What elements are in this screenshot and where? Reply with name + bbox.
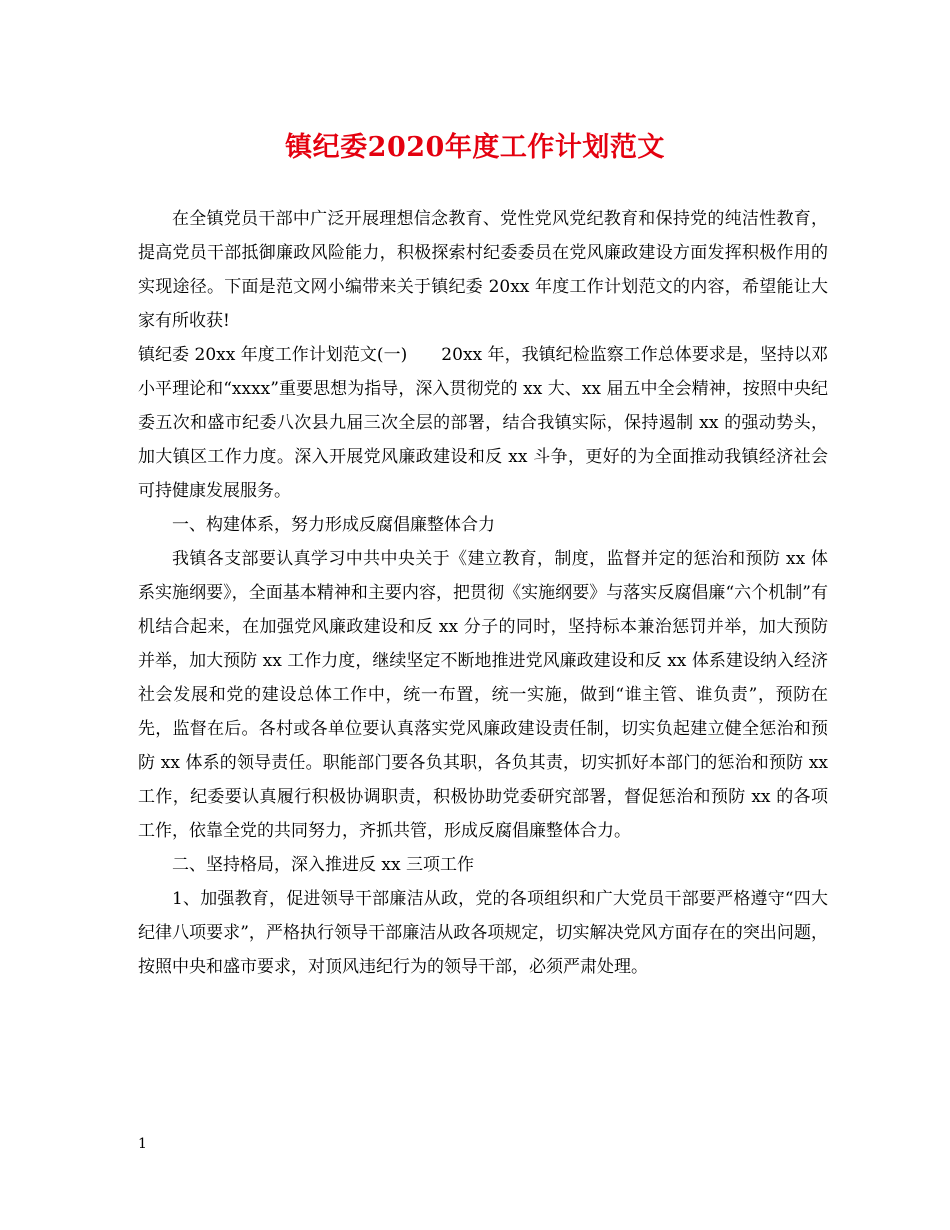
intro-paragraph: 在全镇党员干部中广泛开展理想信念教育、党性党风党纪教育和保持党的纯洁性教育，提高党员干部抵御廉政风险能力，积极探索村纪委委员在党风廉政建设方面发挥积极作用的实现途径。下面是范文网小编带来关于镇纪委 20xx 年度工作计划范文的内容，希望能让大家有所收获! [138, 209, 828, 331]
education-paragraph: 1、加强教育，促进领导干部廉洁从政，党的各项组织和广大党员干部要严格遵守“四大纪律八项要求”，严格执行领导干部廉洁从政各项规定，切实解决党风方面存在的突出问题，按照中央和盛市要求，对顶风违纪行为的领导干部，必须严肃处理。 [138, 889, 828, 977]
section-one-paragraph: 镇纪委 20xx 年度工作计划范文(一) 20xx 年，我镇纪检监察工作总体要求是，坚持以邓小平理论和“xxxx”重要思想为指导，深入贯彻党的 xx 大、xx 届五中全会精神，按照中央纪委五次和盛市纪委八次县九届三次全层的部署，结合我镇实际，保持遏制 xx 的强动势头，加大镇区工作力度。深入开展党风廉政建设和反 xx 斗争，更好的为全面推动我镇经济社会可持健康发展服务。 [138, 345, 828, 501]
build-system-paragraph: 我镇各支部要认真学习中共中央关于《建立教育，制度，监督并定的惩治和预防 xx 体系实施纲要》，全面基本精神和主要内容，把贯彻《实施纲要》与落实反腐倡廉“六个机制”有机结合起来，在加强党风廉政建设和反 xx 分子的同时，坚持标本兼治惩罚并举，加大预防并举，加大预防 xx 工作力度，继续坚定不断地推进党风廉政建设和反 xx 体系建设纳入经济社会发展和党的建设总体工作中，统一布置，统一实施，做到“谁主管、谁负责”，预防在先，监督在后。各村或各单位要认真落实党风廉政建设责任制，切实负起建立健全惩治和预防 xx 体系的领导责任。职能部门要各负其职，各负其责，切实抓好本部门的惩治和预防 xx 工作，纪委要认真履行积极协调职责，积极协助党委研究部署，督促惩治和预防 xx 的各项工作，依靠全党的共同努力，齐抓共管，形成反腐倡廉整体合力。 [138, 549, 828, 841]
page-number: 1 [138, 1136, 147, 1152]
heading-build-system: 一、构建体系，努力形成反腐倡廉整体合力 [172, 515, 495, 535]
document-body [138, 202, 828, 984]
heading-uphold-pattern: 二、坚持格局，深入推进反 xx 三项工作 [172, 855, 474, 875]
document-title: 镇纪委2020年度工作计划范文 [285, 132, 665, 163]
